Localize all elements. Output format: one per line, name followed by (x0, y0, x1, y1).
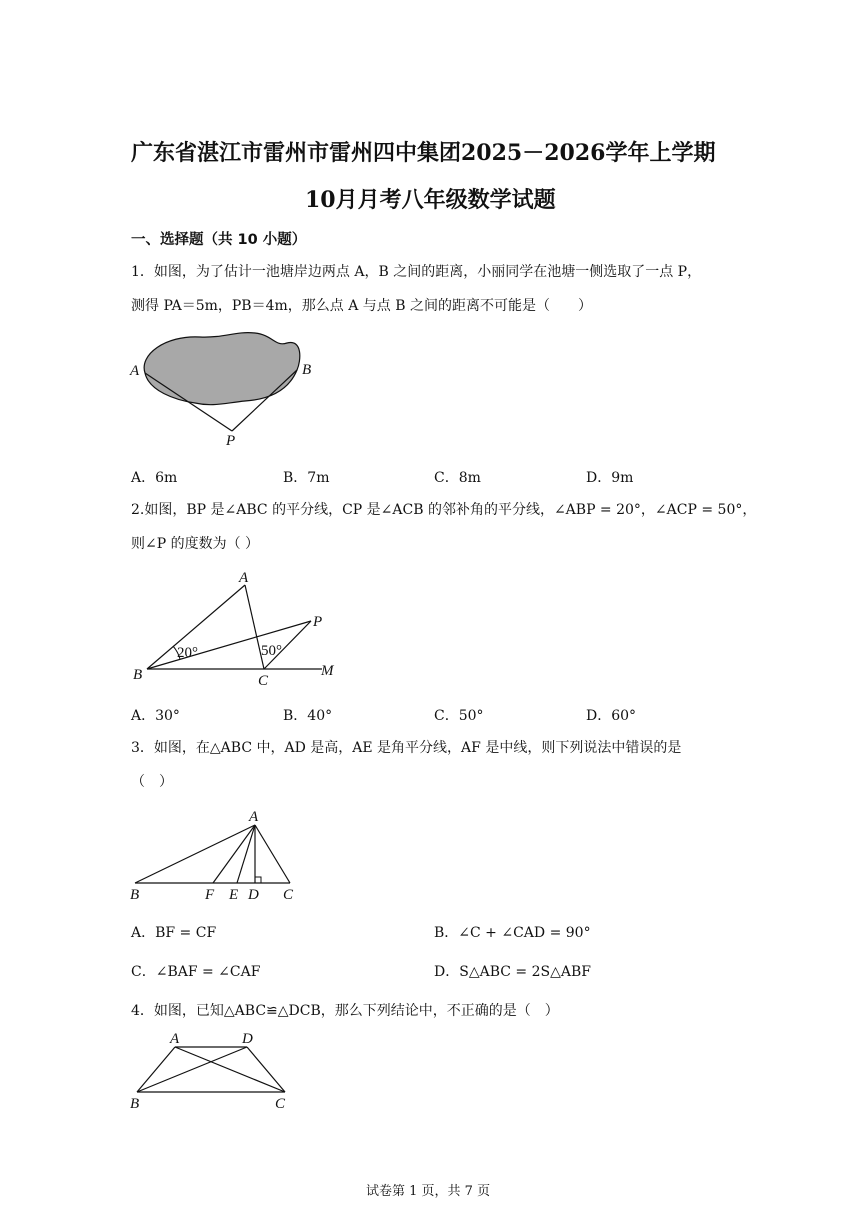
segment-bp (147, 621, 311, 669)
segment-ab (137, 1047, 175, 1092)
section-heading: 一、选择题（共 10 小题） (131, 232, 307, 248)
q2-option-b: B．40° (283, 708, 333, 724)
q2-figure (125, 565, 355, 690)
q1-option-b: B．7m (283, 470, 330, 486)
page-footer: 试卷第 1 页，共 7 页 (366, 1184, 491, 1199)
q2-option-c: C．50° (434, 708, 484, 724)
q2-text-line-1: 2.如图，BP 是∠ABC 的平分线，CP 是∠ACB 的邻补角的平分线，∠ABP = 20°，∠ACP = 50°， (131, 502, 757, 518)
pond-shape (144, 333, 300, 405)
label-a: A (130, 363, 140, 379)
q1-option-c: C．8m (434, 470, 481, 486)
segment-ac (255, 825, 290, 883)
label-c: C (258, 673, 269, 689)
angle-label-50: 50° (261, 643, 282, 659)
q3-option-d: D．S△ABC = 2S△ABF (434, 964, 591, 980)
q1-option-a: A．6m (131, 470, 178, 486)
q4-text-line-1: 4．如图，已知△ABC≌△DCB，那么下列结论中，不正确的是（ ） (131, 1003, 559, 1019)
q1-text-line-1: 1．如图，为了估计一池塘岸边两点 A，B 之间的距离，小丽同学在池塘一侧选取了一点 P， (131, 264, 702, 280)
label-c: C (283, 887, 294, 903)
label-b: B (133, 667, 143, 683)
label-d: D (248, 887, 259, 903)
q3-figure (125, 805, 315, 905)
title-line-1: 广东省湛江市雷州市雷州四中集团2025－2026学年上学期 (131, 140, 716, 166)
label-p: P (313, 614, 323, 630)
label-b: B (302, 362, 312, 378)
label-f: F (205, 887, 215, 903)
title-line-2: 10月月考八年级数学试题 (305, 187, 556, 213)
angle-label-20: 20° (177, 645, 198, 661)
q2-text-line-2: 则∠P 的度数为（ ） (131, 536, 260, 552)
q2-option-d: D．60° (586, 708, 637, 724)
q3-option-b: B．∠C + ∠CAD = 90° (434, 925, 591, 941)
label-a: A (249, 809, 259, 825)
label-d: D (242, 1031, 253, 1047)
q3-option-c: C．∠BAF = ∠CAF (131, 964, 261, 980)
q3-text-line-1: 3．如图，在△ABC 中，AD 是高，AE 是角平分线，AF 是中线，则下列说法中错误的是 (131, 740, 682, 756)
segment-af (213, 825, 255, 883)
label-e: E (229, 887, 239, 903)
q4-figure (125, 1028, 300, 1118)
q3-text-line-2: （ ） (131, 774, 173, 790)
q2-option-a: A．30° (131, 708, 180, 724)
label-c: C (275, 1096, 286, 1112)
q1-figure (125, 325, 325, 455)
q1-option-d: D．9m (586, 470, 634, 486)
label-m: M (321, 663, 334, 679)
segment-ab (135, 825, 255, 883)
segment-ae (237, 825, 255, 883)
label-a: A (170, 1031, 180, 1047)
right-angle-mark (255, 877, 261, 883)
label-b: B (130, 887, 140, 903)
label-b: B (130, 1096, 140, 1112)
q1-text-line-2: 测得 PA＝5m，PB＝4m，那么点 A 与点 B 之间的距离不可能是（ ） (131, 298, 592, 314)
label-a: A (239, 570, 249, 586)
segment-dc (247, 1047, 285, 1092)
label-p: P (226, 433, 236, 449)
q3-option-a: A．BF = CF (131, 925, 217, 941)
